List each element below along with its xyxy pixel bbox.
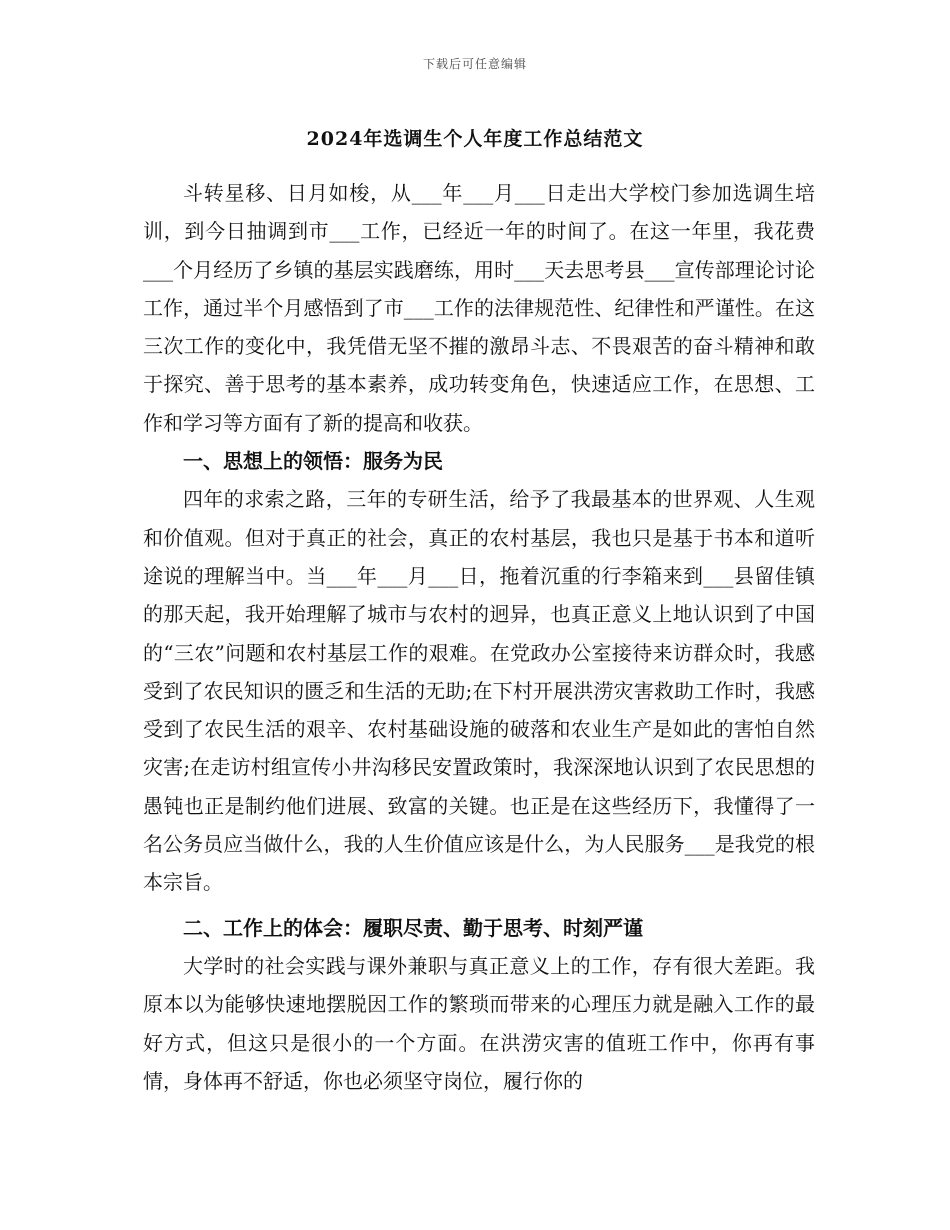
section-heading-2: 二、工作上的体会：履职尽责、勤于思考、时刻严谨: [183, 915, 643, 940]
section-heading-1: 一、思想上的领悟：服务为民: [183, 449, 443, 474]
section-2-paragraph: 大学时的社会实践与课外兼职与真正意义上的工作，存有很大差距。我原本以为能够快速地摆脱因工作的繁琐而带来的心理压力就是融入工作的最好方式，但这只是很小的一个方面。在洪涝灾害的值班工作中，你再有事情，身体再不舒适，你也必须坚守岗位，履行你的: [143, 953, 815, 1093]
document-body: [143, 174, 815, 1100]
document-title: 2024年选调生个人年度工作总结范文: [306, 128, 644, 150]
intro-paragraph: 斗转星移、日月如梭，从___年___月___日走出大学校门参加选调生培训，到今日抽调到市___工作，已经近一年的时间了。在这一年里，我花费___个月经历了乡镇的基层实践磨练，用时___天去思考县___宣传部理论讨论工作，通过半个月感悟到了市___工作的法律规范性、纪律性和严谨性。在这三次工作的变化中，我凭借无坚不摧的激昂斗志、不畏艰苦的奋斗精神和敢于探究、善于思考的基本素养，成功转变角色，快速适应工作，在思想、工作和学习等方面有了新的提高和收获。: [143, 181, 815, 435]
header-note: 下载后可任意编辑: [422, 57, 527, 71]
section-1-paragraph: 四年的求索之路，三年的专研生活，给予了我最基本的世界观、人生观和价值观。但对于真正的社会，真正的农村基层，我也只是基于书本和道听途说的理解当中。当___年___月___日，拖着沉重的行李箱来到___县留佳镇的那天起，我开始理解了城市与农村的迥异，也真正意义上地认识到了中国的“三农”问题和农村基层工作的艰难。在党政办公室接待来访群众时，我感受到了农民知识的匮乏和生活的无助;在下村开展洪涝灾害救助工作时，我感受到了农民生活的艰辛、农村基础设施的破落和农业生产是如此的害怕自然灾害;在走访村组宣传小井沟移民安置政策时，我深深地认识到了农民思想的愚钝也正是制约他们进展、致富的关键。也正是在这些经历下，我懂得了一名公务员应当做什么，我的人生价值应该是什么，为人民服务___是我党的根本宗旨。: [143, 487, 815, 895]
